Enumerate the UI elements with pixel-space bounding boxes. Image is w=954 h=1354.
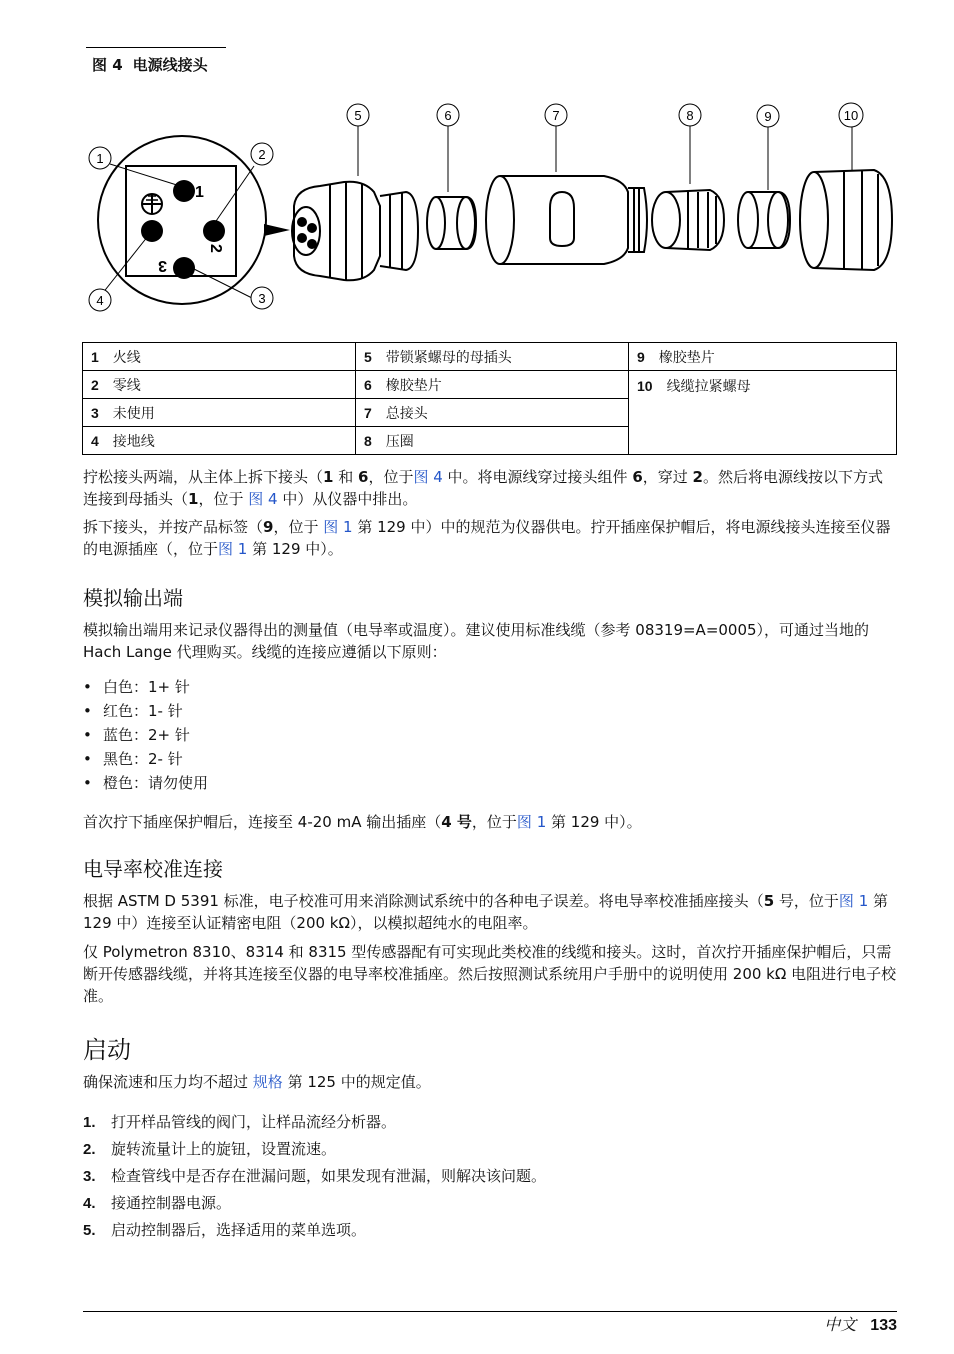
callout-label-4: 4	[96, 293, 104, 308]
pin-label-2: 2	[207, 244, 224, 253]
list-item: • 蓝色：2+ 针	[83, 726, 190, 744]
callout-9	[757, 105, 779, 127]
callout-bubbles	[89, 103, 863, 311]
list-item: 5. 启动控制器后，选择适用的菜单选项。	[83, 1221, 367, 1239]
analog-outro-paragraph: 首次拧下插座保护帽后，连接至 4-20 mA 输出插座（4 号，位于图 1 第 129 中）。	[83, 813, 642, 831]
callout-label-6: 6	[444, 108, 452, 123]
legend-cell: 5 带锁紧螺母的母插头	[356, 343, 629, 371]
callout-label-9: 9	[764, 109, 772, 124]
callout-6	[437, 104, 459, 126]
callout-label-8: 8	[686, 108, 694, 123]
figure-rule	[86, 47, 226, 48]
list-item: 3. 检查管线中是否存在泄漏问题，如果发现有泄漏，则解决该问题。	[83, 1167, 547, 1185]
callout-10	[839, 103, 863, 127]
specifications-link[interactable]: 规格	[252, 1073, 283, 1091]
callout-label-10: 10	[843, 108, 859, 123]
callout-leaders	[102, 126, 852, 298]
figure-caption	[92, 54, 208, 75]
callout-1	[89, 147, 111, 169]
pin-label-3: 3	[158, 257, 167, 274]
legend-cell: 2 零线	[83, 371, 356, 399]
calibration-paragraph-2: 仅 Polymetron 8310、8314 和 8315 型传感器配有可实现此类校准的线缆和接头。这时，首次拧开插座保护帽后，只需断开传感器线缆，并将其连接至仪器的电导率校准插座。然后按照测试系统用户手册中的说明使用 200 kΩ 电阻进行电子校准。	[83, 943, 897, 1005]
legend-cell: 9 橡胶垫片	[629, 343, 897, 371]
exploded-parts	[292, 170, 892, 280]
section-heading-startup: 启动	[83, 1036, 131, 1064]
figure-link[interactable]: 图 1	[516, 813, 547, 831]
list-item: 4. 接通控制器电源。	[83, 1194, 232, 1212]
figure-legend-table	[82, 342, 897, 455]
callout-label-7: 7	[552, 108, 560, 123]
callout-label-5: 5	[354, 108, 362, 123]
legend-cell: 10 线缆拉紧螺母	[629, 371, 897, 455]
figure-title: 电源线接头	[132, 56, 208, 74]
page-number: 133	[870, 1317, 897, 1334]
list-item: 1. 打开样品管线的阀门，让样品流经分析器。	[83, 1113, 397, 1131]
list-item: • 黑色：2- 针	[83, 750, 183, 768]
figure-link[interactable]: 图 1	[838, 892, 869, 910]
legend-cell: 7 总接头	[356, 399, 629, 427]
legend-cell: 6 橡胶垫片	[356, 371, 629, 399]
figure-number: 图 4	[92, 56, 123, 74]
wire-color-list	[83, 675, 208, 795]
footer-rule	[83, 1311, 897, 1312]
section-heading-calibration: 电导率校准连接	[83, 857, 223, 881]
list-item: • 白色：1+ 针	[83, 678, 190, 696]
list-item: • 红色：1- 针	[83, 702, 183, 720]
callout-7	[545, 104, 567, 126]
callout-4	[89, 289, 111, 311]
list-item: • 橙色：请勿使用	[83, 774, 209, 792]
figure-link[interactable]: 图 1	[218, 540, 248, 558]
startup-steps-list	[83, 1109, 546, 1244]
table-row	[83, 343, 897, 371]
legend-cell: 8 压圈	[356, 427, 629, 455]
figure-link[interactable]: 图 4	[413, 468, 443, 486]
callout-5	[347, 104, 369, 126]
callout-8	[679, 104, 701, 126]
analog-intro-paragraph: 模拟输出端用来记录仪器得出的测量值（电导率或温度）。建议使用标准线缆（参考 08319=A=0005），可通过当地的 Hach Lange 代理购买。线缆的连接应遵循以下原则：	[83, 621, 870, 661]
callout-label-2: 2	[258, 147, 266, 162]
section-heading-analog-output: 模拟输出端	[83, 586, 183, 610]
pin-label-1: 1	[195, 184, 204, 201]
callout-label-1: 1	[96, 151, 104, 166]
legend-cell: 3 未使用	[83, 399, 356, 427]
footer-language: 中文	[824, 1315, 857, 1334]
list-item: 2. 旋转流量计上的旋钮，设置流速。	[83, 1140, 337, 1158]
figure-link[interactable]: 图 1	[323, 518, 353, 536]
callout-3	[251, 287, 273, 309]
calibration-paragraph-1: 根据 ASTM D 5391 标准，电子校准可用来消除测试系统中的各种电子误差。将电导率校准插座接头（5 号，位于图 1 第 129 中）连接至认证精密电阻（200 kΩ），以模拟超纯水的电阻率。	[83, 892, 889, 932]
figure-link[interactable]: 图 4	[248, 490, 278, 508]
legend-cell: 4 接地线	[83, 427, 356, 455]
page-footer	[824, 1312, 897, 1335]
startup-intro-paragraph: 确保流速和压力均不超过 规格 第 125 中的规定值。	[83, 1073, 431, 1091]
connector-instructions-paragraph: 拧松接头两端，从主体上拆下接头（1 和 6，位于图 4 中。将电源线穿过接头组件 6，穿过 2。然后将电源线按以下方式连接到母插头（1，位于 图 4 中）从仪器中排出。	[83, 468, 883, 508]
table-row	[83, 371, 897, 399]
legend-cell: 1 火线	[83, 343, 356, 371]
callout-label-3: 3	[258, 291, 266, 306]
power-supply-paragraph: 拆下接头，并按产品标签（9，位于 图 1 第 129 中）中的规范为仪器供电。拧开插座保护帽后，将电源线接头连接至仪器的电源插座（，位于图 1 第 129 中）。	[83, 518, 891, 558]
callout-2	[251, 143, 273, 165]
power-connector-diagram	[84, 96, 900, 328]
